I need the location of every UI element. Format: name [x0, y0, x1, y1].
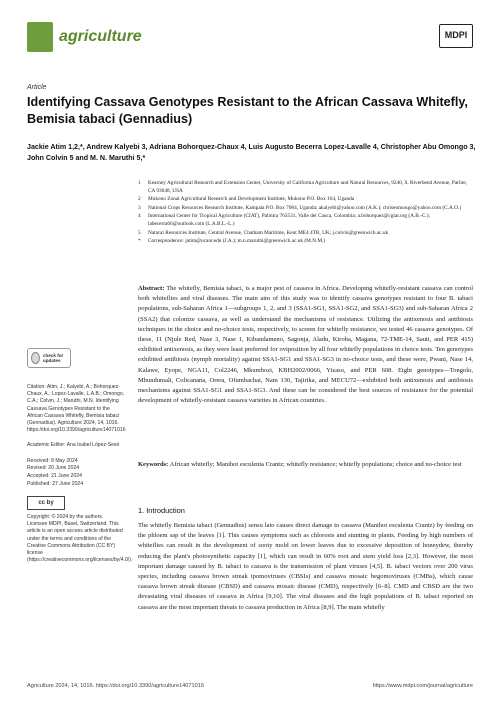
abstract-label: Abstract: [138, 285, 165, 292]
cc-by-icon[interactable]: cc by [27, 496, 65, 510]
sidebar [27, 348, 133, 572]
affiliation-5: 5 Natural Resources Institute, Central Avenue, Chatham Maritime, Kent ME4 4TB, UK; j.colvin@greenwich.ac.uk [138, 229, 389, 236]
correspondence: * Correspondence: jatim@ucanr.edu (J.A.); m.n.maruthi@greenwich.ac.uk (M.N.M.) [138, 238, 326, 245]
section-heading: 1. Introduction [138, 506, 185, 515]
academic-editor: Academic Editor: Ana Isabel López-Sesé [27, 442, 120, 449]
introduction-text: The whitefly Bemisia tabaci (Gennadius) sensu lato causes direct damage to cassava (Manihot esculenta Crantz) by feeding on the phloem sap of the leaves [1]. This causes symptoms such as chlorosis and stunting in plants. Feeding by high numbers of whiteflies can result in the development of sooty mold on lower leaves due to excessive deposition of honeydew, thereby reducing the plant's photosynthetic capacity [1], which can result in 60% root and stem yield loss [2,3]. However, the most important damage caused by B. tabaci to cassava is the transmission of plant viruses [4,5]. B. tabaci vectors over 200 virus species, including cassava brown streak ipomoviruses (CBSIs) and cassava mosaic begomoviruses (CMBs), which cause cassava brown streak disease (CBSD) and cassava mosaic disease (CMD), respectively [6–8]. CMD and CBSD are the two devastating viral diseases of cassava in Africa [9,10]. The viral diseases and the high populations of B. tabaci reported on cassava are the most important threats to cassava production in Africa [8,9]. The main whitefly [138, 522, 473, 611]
journal-logo-icon [27, 22, 53, 52]
keywords-text: African whitefly; Manihot esculenta Crantz; whitefly resistance; whitefly populations; choice and no-choice test [169, 461, 462, 468]
received-date: Received: 8 May 2024 [27, 457, 78, 464]
affiliations [138, 180, 473, 247]
check-updates-label: check for updates [42, 352, 64, 363]
affiliation-2: 2 Mukono Zonal Agricultural Research and Development Institute, Mukono P.O. Box 164, Uganda [138, 196, 355, 203]
journal-name: agriculture [59, 28, 142, 45]
footer-citation[interactable]: Agriculture 2024, 14, 1016. https://doi.org/10.3390/agriculture14071016 [27, 683, 204, 689]
check-updates-button[interactable] [27, 348, 71, 368]
copyright: Copyright: © 2024 by the authors. Licensee MDPI, Basel, Switzerland. This article is an open access article distributed under the terms and conditions of the Creative Commons Attribution (CC BY) license (https://creativecommons.org/licenses/by/4.0/). [27, 513, 133, 564]
revised-date: Revised: 20 June 2024 [27, 465, 80, 472]
article-type: Article [27, 84, 47, 91]
paper-title: Identifying Cassava Genotypes Resistant to the African Cassava Whitefly, Bemisia tabaci (Gennadius) [27, 95, 468, 126]
footer-journal-link[interactable]: https://www.mdpi.com/journal/agriculture [372, 683, 473, 689]
author-list: Jackie Atim 1,2,*, Andrew Kalyebi 3, Adriana Bohorquez-Chaux 4, Luis Augusto Becerra Lopez-Lavalle 4, Christopher Abu Omongo 3, John Colvin 5 and M. N. Maruthi 5,* [27, 143, 476, 162]
abstract-text: The whitefly, Bemisia tabaci, is a major pest of cassava in Africa. Developing whitefly-resistant cassava can control both whiteflies and viral diseases. The main aim of this study was to identify cassava genotypes resistant to four B. tabaci populations, sub-Saharan Africa 1—subgroups 1, 2, and 3 (SSA1-SG1, SSA1-SG2, and SSA1-SG3) and sub-Saharan Africa 2 (SSA2) that colonize cassava, as well as understand the mechanisms of resistance. Utilizing the antixenosis and antibiosis techniques in the choice and no-choice tests, respectively, to screen for whitefly resistance, we tested 46 cassava genotypes. Of these, 11 (Njule Red, Nase 3, Nase 1, Kibandameno, Sagonja, Aladu, Kiroba, Magana, 72-TME-14, Sauti, and PER 415) exhibited antixenosis, as they were least preferred for oviposition by all four whitefly populations in choice tests. Ten genotypes exhibited antibiosis (nymph mortality) against SSA1-SG1 and SSA1-SG3 in no-choice tests, and these were, Pwani, Nase 14, Kalawe, Eyope, NGA11, Col2246, Mkumbozi, KBH2002/0066, Yizaso, and PER 608. Eight genotypes—Tongolo, Mbundumali, Colicanana, Orera, Ofumbachai, Nam 130, Tajirika, and MECU72—exhibited both antixenosis and antibiosis mechanisms against SSA1-SG1 and SSA1-SG3. And these can be considered the best sources of resistance for the potential development of whitefly-resistant cassava varieties in African countries. [138, 285, 473, 405]
journal-header [27, 18, 473, 58]
citation: Citation: Atim, J.; Kalyebi, A.; Bohorquez-Chaux, A.; Lopez-Lavalle, L.A.B.; Omongo, C.A.; Colvin, J.; Maruthi, M.N. Identifying Cassava Genotypes Resistant to the African Cassava Whitefly, Bemisia tabaci (Gennadius). Agriculture 2024, 14, 1016. https://doi.org/10.3390/agriculture14071016 [27, 384, 126, 434]
keywords [138, 460, 473, 470]
abstract [138, 284, 473, 406]
publisher-logo: MDPI [439, 24, 473, 48]
check-updates-icon [31, 352, 40, 364]
affiliation-4: 4 International Center for Tropical Agriculture (CIAT), Palmira 763531, Valle del Cauca, Colombia; a.bohorquez@cgiar.org (A.B.-C.); labecerra66@outlook.com (L.A.B.L.-L.) [138, 213, 430, 227]
published-date: Published: 27 June 2024 [27, 480, 84, 487]
accepted-date: Accepted: 21 June 2024 [27, 473, 82, 480]
affiliation-1: 1 Kearney Agricultural Research and Extension Center, University of California Agriculture and Natural Resources, 9240, S. Riverbend Avenue, Parlier, CA 93648, USA [138, 180, 468, 194]
affiliation-3: 3 National Crops Resources Research Institute, Kampala P.O. Box 7084, Uganda; akalyebi@yahoo.com (A.K.); chriseomongo@yahoo.com (C.A.O.) [138, 204, 462, 211]
keywords-label: Keywords: [138, 461, 169, 468]
dates [27, 458, 125, 488]
